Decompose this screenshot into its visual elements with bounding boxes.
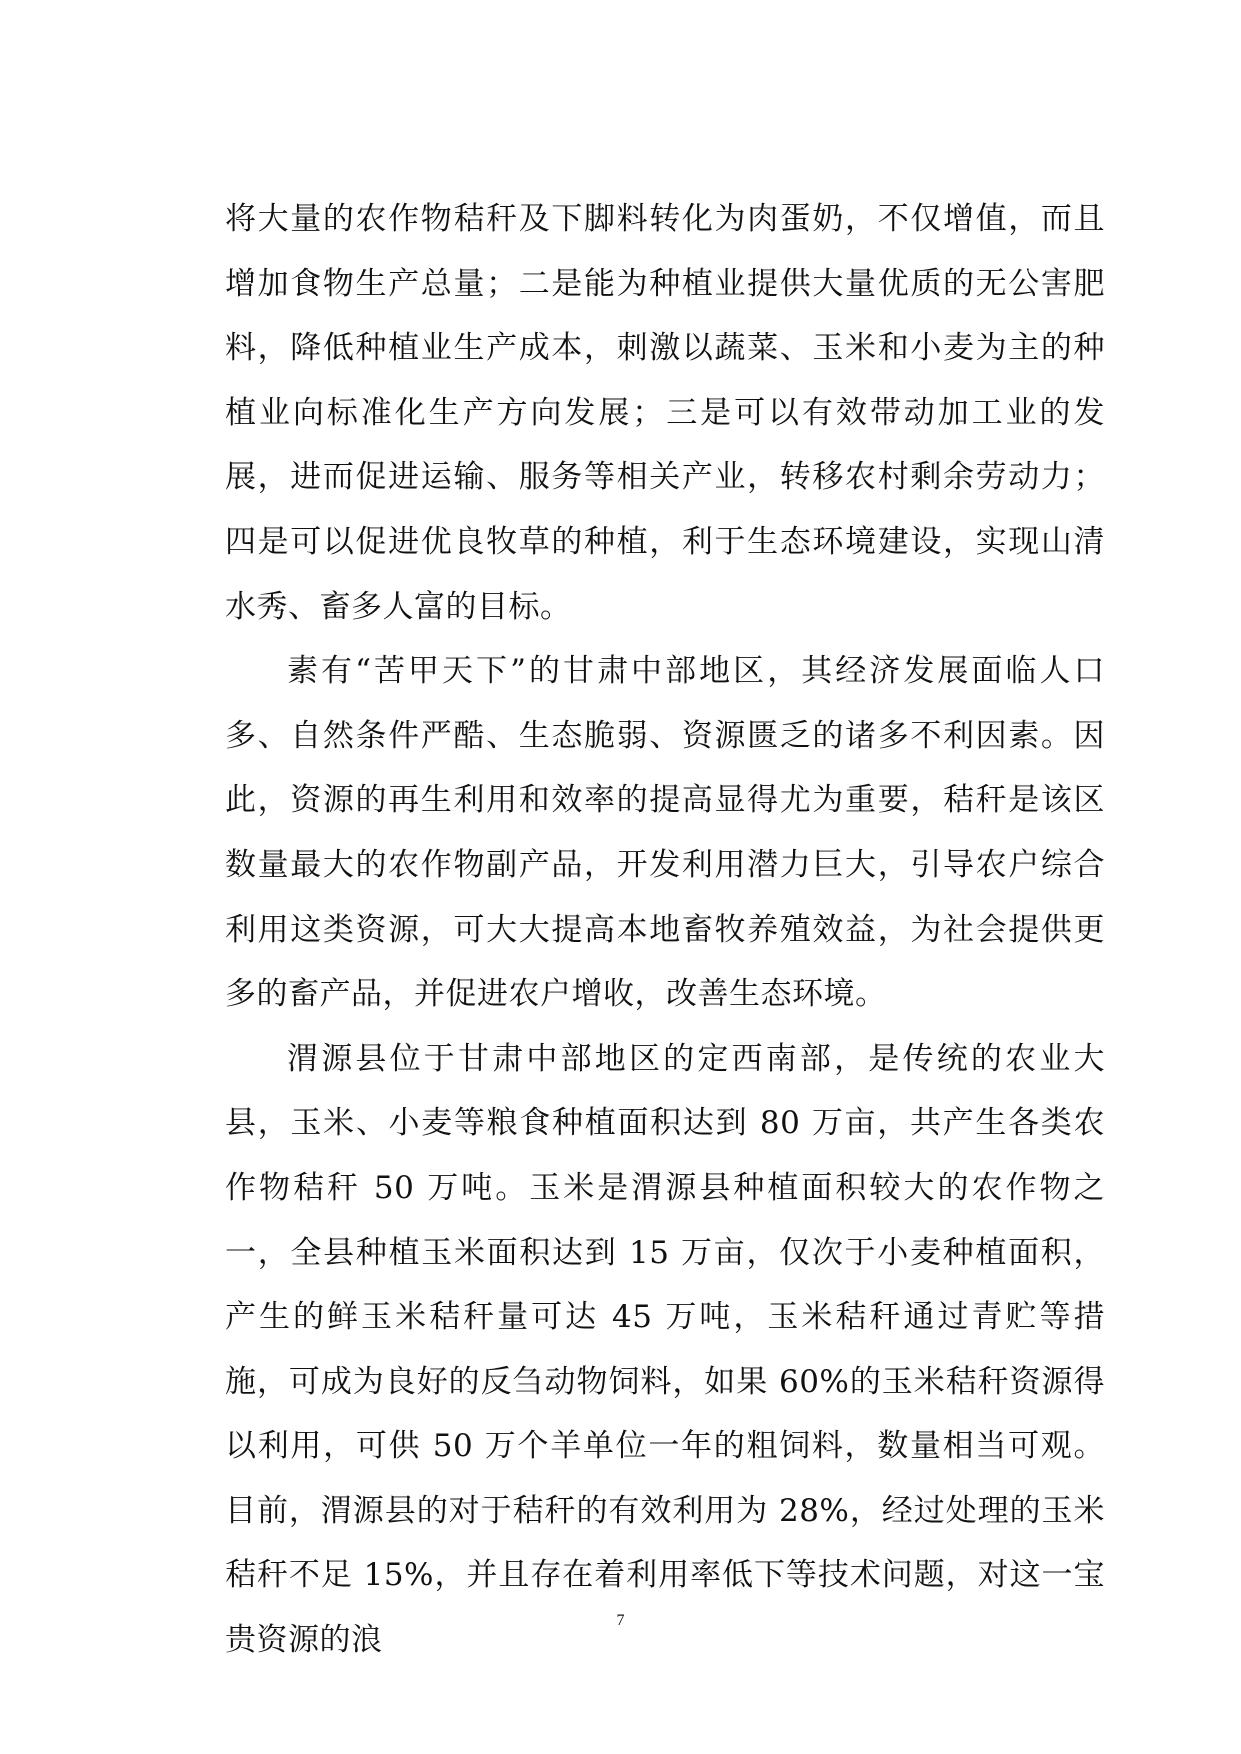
paragraph-1: 将大量的农作物秸秆及下脚料转化为肉蛋奶，不仅增值，而且增加食物生产总量；二是能为种植业提供大量优质的无公害肥料，降低种植业生产成本，刺激以蔬菜、玉米和小麦为主的种植业向标准化生产方向发展；三是可以有效带动加工业的发展，进而促进运输、服务等相关产业，转移农村剩余劳动力；四是可以促进优良牧草的种植，利于生态环境建设，实现山清水秀、畜多人富的目标。: [225, 201, 1105, 625]
paragraph-3: 渭源县位于甘肃中部地区的定西南部，是传统的农业大县，玉米、小麦等粮食种植面积达到 80 万亩，共产生各类农作物秸秆 50 万吨。玉米是渭源县种植面积较大的农作物之一，全县种植玉米面积达到 15 万亩，仅次于小麦种植面积，产生的鲜玉米秸秆量可达 45 万吨，玉米秸秆通过青贮等措施，可成为良好的反刍动物饲料，如果 60%的玉米秸秆资源得以利用，可供 50 万个羊单位一年的粗饲料，数量相当可观。目前，渭源县的对于秸秆的有效利用为 28%，经过处理的玉米秸秆不足 15%，并且存在着利用率低下等技术问题，对这一宝贵资源的浪: [225, 1040, 1105, 1659]
paragraph-2: 素有“苦甲天下”的甘肃中部地区，其经济发展面临人口多、自然条件严酷、生态脆弱、资源匮乏的诸多不利因素。因此，资源的再生利用和效率的提高显得尤为重要，秸秆是该区数量最大的农作物副产品，开发利用潜力巨大，引导农户综合利用这类资源，可大大提高本地畜牧养殖效益，为社会提供更多的畜产品，并促进农户增收，改善生态环境。: [225, 653, 1105, 1013]
body-text: [225, 187, 1105, 1673]
page-number: 7: [616, 1612, 625, 1629]
